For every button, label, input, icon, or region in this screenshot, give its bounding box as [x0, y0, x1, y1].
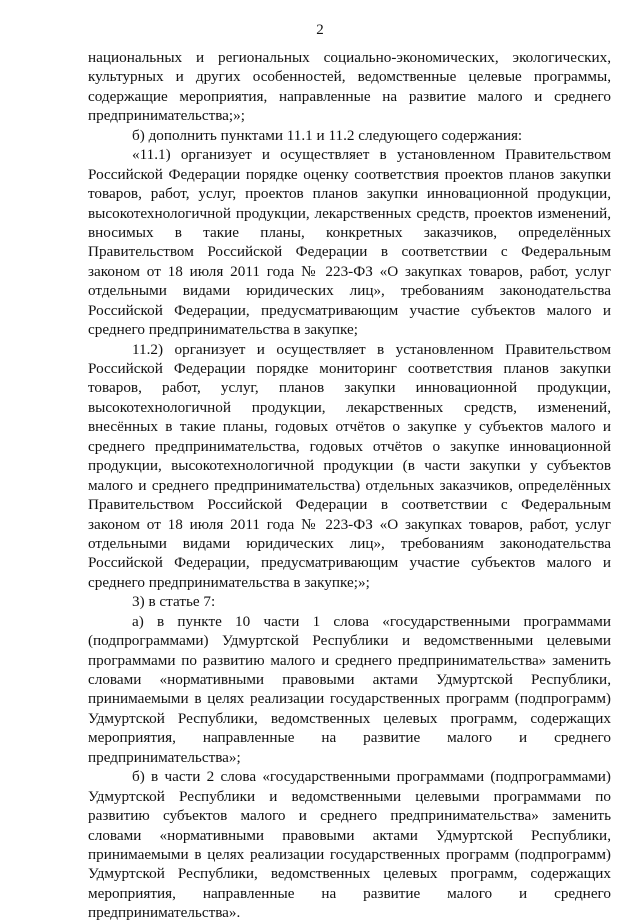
- text-line: словами «нормативными правовыми актами Удмуртской Республики,: [88, 826, 611, 844]
- text-line: национальных и региональных социально-экономических, экологических,: [88, 49, 611, 66]
- text-line: «11.1) организует и осуществляет в установленном Правительством: [132, 146, 611, 164]
- text-line: Удмуртской Республики, ведомственных целевых программ, содержащих: [88, 865, 611, 883]
- text-line: программами по развитию малого и среднего предпринимательства» заменить: [88, 651, 611, 669]
- text-line: б) в части 2 слова «государственными программами (подпрограммами): [132, 768, 611, 786]
- text-line: товаров, работ, услуг, планов закупки инновационной продукции,: [88, 379, 611, 397]
- text-line: Удмуртской Республики и ведомственными целевыми программами по: [88, 787, 611, 805]
- text-line: принимаемыми в целях реализации государственных программ (подпрограмм): [88, 845, 611, 863]
- text-line: (подпрограммами) Удмуртской Республики и ведомственными целевыми: [88, 632, 611, 650]
- text-line: высокотехнологичной продукции, лекарственных средств, проектов изменений,: [88, 204, 611, 222]
- text-line: среднего предпринимательства в закупке;: [88, 321, 358, 339]
- text-line: вносимых в такие планы, конкретных заказчиков, определённых: [88, 223, 611, 241]
- text-line: культурных и других особенностей, ведомственные целевые программы,: [88, 68, 611, 86]
- text-line: мероприятия, направленные на развитие малого и среднего: [88, 884, 611, 902]
- text-line: среднего предпринимательства в закупке;»;: [88, 573, 370, 591]
- text-line: словами «нормативными правовыми актами Удмуртской Республики,: [88, 671, 611, 688]
- text-line: Российской Федерации порядке оценку соответствия проектов планов закупки: [88, 165, 611, 183]
- text-line: предпринимательства»;: [88, 748, 241, 766]
- text-line: товаров, работ, услуг, проектов планов закупки инновационной продукции,: [88, 185, 611, 203]
- text-line: а) в пункте 10 части 1 слова «государственными программами: [132, 612, 611, 630]
- text-line: внесённых в такие планы, годовых отчётов о закупке у субъектов малого и: [88, 418, 611, 436]
- text-line: б) дополнить пунктами 11.1 и 11.2 следующего содержания:: [132, 126, 523, 144]
- text-line: продукции, высокотехнологичной продукции (в части закупки у субъектов: [88, 457, 611, 475]
- text-line: развитию субъектов малого и среднего предпринимательства» заменить: [88, 807, 611, 825]
- text-line: мероприятия, направленные на развитие малого и среднего: [88, 729, 611, 747]
- text-line: среднего предпринимательства, годовых отчётов о закупке инновационной: [88, 437, 611, 455]
- text-line: 11.2) организует и осуществляет в установленном Правительством: [132, 340, 611, 358]
- page-number: 2: [316, 22, 324, 38]
- text-line: принимаемыми в целях реализации государственных программ (подпрограмм): [88, 690, 611, 708]
- text-line: содержащие мероприятия, направленные на развитие малого и среднего: [88, 87, 611, 105]
- text-line: отдельными видами юридических лиц», требованиям законодательства: [88, 282, 611, 300]
- text-line: предпринимательства;»;: [88, 107, 245, 125]
- text-line: 3) в статье 7:: [132, 593, 216, 611]
- text-line: высокотехнологичной продукции, лекарственных средств, изменений,: [88, 398, 611, 416]
- text-line: законом от 18 июля 2011 года № 223-ФЗ «О закупках товаров, работ, услуг: [88, 515, 611, 533]
- text-line: Правительством Российской Федерации в соответствии с Федеральным: [88, 496, 611, 514]
- text-line: Правительством Российской Федерации в соответствии с Федеральным: [88, 243, 611, 261]
- text-line: законом от 18 июля 2011 года № 223-ФЗ «О закупках товаров, работ, услуг: [88, 262, 611, 280]
- text-line: отдельными видами юридических лиц», требованиям законодательства: [88, 534, 611, 552]
- text-line: Удмуртской Республики, ведомственных целевых программ, содержащих: [88, 709, 611, 727]
- text-line: Российской Федерации порядке мониторинг соответствия планов закупки: [88, 360, 611, 377]
- text-line: предпринимательства».: [88, 904, 241, 922]
- text-line: Российской Федерации, предусматривающим участие субъектов малого и: [88, 554, 611, 572]
- text-line: малого и среднего предпринимательства) отдельных заказчиков, определённых: [88, 476, 611, 494]
- document-body: [88, 48, 611, 923]
- text-line: Российской Федерации, предусматривающим участие субъектов малого и: [88, 301, 611, 319]
